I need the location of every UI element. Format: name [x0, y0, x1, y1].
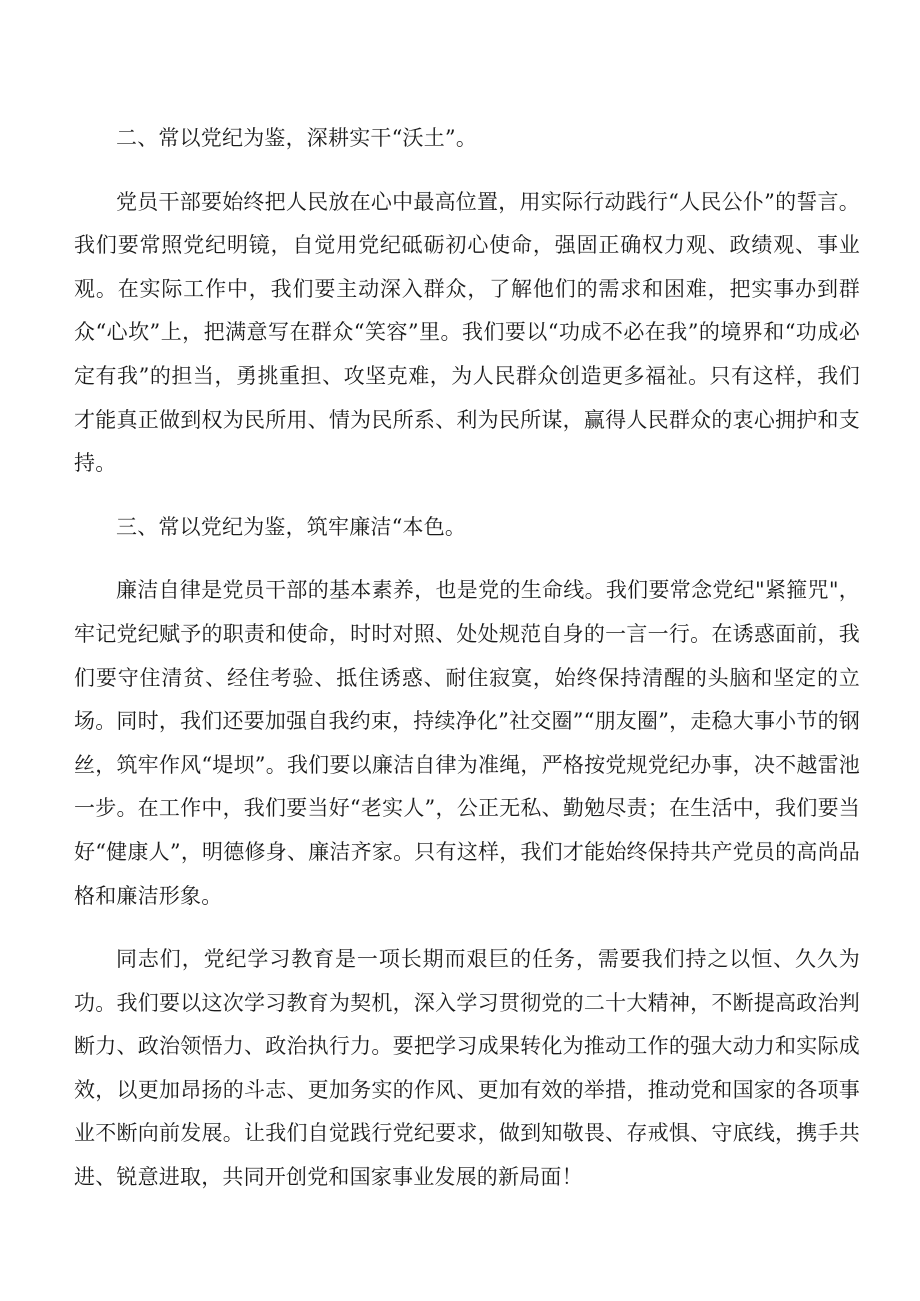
spacer — [74, 161, 860, 181]
section-heading-2: 二、常以党纪为鉴，深耕实干“沃土”。 — [116, 126, 478, 150]
section-paragraph-2: 党员干部要始终把人民放在心中最高位置，用实际行动践行“人民公仆”的誓言。我们要常照党纪明镜，自觉用党纪砥砺初心使命，强固正确权力观、政绩观、事业观。在实际工作中，我们要主动深入群众，了解他们的需求和困难，把实事办到群众“心坎”上，把满意写在群众“笑容”里。我们要以“功成不必在我”的境界和“功成必定有我”的担当，勇挑重担、攻坚克难，为人民群众创造更多福祉。只有这样，我们才能真正做到权为民所用、情为民所系、利为民所谋，赢得人民群众的衷心拥护和支持。 — [74, 189, 860, 476]
closing-paragraph: 同志们，党纪学习教育是一项长期而艰巨的任务，需要我们持之以恒、久久为功。我们要以这次学习教育为契机，深入学习贯彻党的二十大精神，不断提高政治判断力、政治领悟力、政治执行力。要把学习成果转化为推动工作的强大动力和实际成效，以更加昂扬的斗志、更加务实的作风、更加有效的举措，推动党和国家的各项事业不断向前发展。让我们自觉践行党纪要求，做到知敬畏、存戒惧、守底线，携手共进、锐意进取，共同开创党和国家事业发展的新局面！ — [74, 947, 860, 1190]
section-paragraph-3: 廉洁自律是党员干部的基本素养，也是党的生命线。我们要常念党纪"紧箍咒"，牢记党纪赋予的职责和使命，时时对照、处处规范自身的一言一行。在诱惑面前，我们要守住清贫、经住考验、抵住诱惑、耐住寂寞，始终保持清醒的头脑和坚定的立场。同时，我们还要加强自我约束，持续净化”社交圈”“朋友圈”，走稳大事小节的钢丝，筑牢作风“堤坝”。我们要以廉洁自律为准绳，严格按党规党纪办事，决不越雷池一步。在工作中，我们要当好“老实人”，公正无私、勤勉尽责；在生活中，我们要当好“健康人”，明德修身、廉洁齐家。只有这样，我们才能始终保持共产党员的高尚品格和廉洁形象。 — [74, 578, 860, 908]
section-heading-3: 三、常以党纪为鉴，筑牢廉洁“本色。 — [116, 514, 467, 539]
document-body — [74, 117, 860, 1200]
spacer — [74, 918, 860, 938]
spacer — [74, 549, 860, 569]
spacer — [74, 486, 860, 506]
